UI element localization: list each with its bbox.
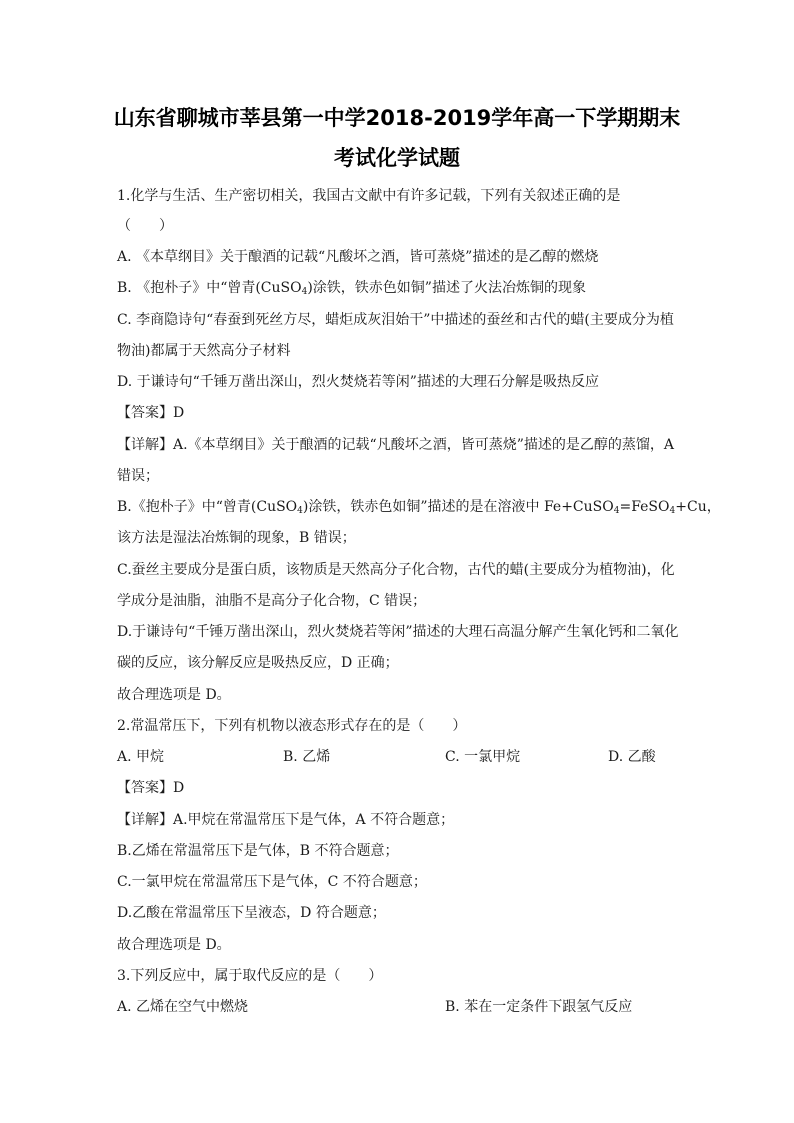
detail-text: +Cu， [675, 499, 721, 515]
q1-option-b-text-rest: )涂铁，铁赤色如铜”描述了火法冶炼铜的现象 [307, 280, 586, 296]
q2-option-d: D. 乙酸 [608, 749, 656, 765]
subscript: 4 [669, 506, 676, 516]
q1-answer: 【答案】D [117, 405, 185, 421]
q2-option-c: C. 一氯甲烷 [445, 749, 521, 765]
q1-stem: 1.化学与生活、生产密切相关，我国古文献中有许多记载，下列有关叙述正确的是 [117, 188, 621, 204]
q1-option-d: D. 于谦诗句“千锤万凿出深山，烈火焚烧若等闲”描述的大理石分解是吸热反应 [117, 374, 599, 390]
detail-text: )涂铁，铁赤色如铜”描述的是在溶液中 Fe+CuSO [302, 499, 614, 515]
q2-option-a: A. 甲烷 [117, 749, 165, 765]
q2-answer: 【答案】D [117, 780, 185, 796]
document-title-line-2: 考试化学试题 [334, 146, 460, 170]
q1-option-b [117, 279, 586, 297]
q1-option-b-text: B. 《抱朴子》中“曾青(CuSO [117, 280, 302, 296]
q1-paren: （ ） [117, 218, 173, 234]
q2-detail-a: 【详解】A.甲烷在常温常压下是气体，A 不符合题意； [117, 812, 455, 828]
subscript: 4 [297, 506, 303, 516]
q1-option-c-line-2: 物油)都属于天然高分子材料 [117, 343, 291, 359]
q1-detail-a-line-2: 错误； [117, 468, 159, 484]
document-title-line-1: 山东省聊城市莘县第一中学2018-2019学年高一下学期期末 [113, 106, 681, 130]
q2-detail-d: D.乙酸在常温常压下呈液态，D 符合题意； [117, 905, 386, 921]
q2-option-b: B. 乙烯 [283, 749, 331, 765]
q1-option-a: A. 《本草纲目》关于酿酒的记载“凡酸坏之酒，皆可蒸烧”描述的是乙醇的燃烧 [117, 249, 599, 265]
q3-option-a: A. 乙烯在空气中燃烧 [117, 999, 249, 1015]
q1-option-c-line-1: C. 李商隐诗句“春蚕到死丝方尽，蜡炬成灰泪始干”中描述的蚕丝和古代的蜡(主要成分为植 [117, 312, 674, 328]
q1-detail-b-line-1 [117, 498, 721, 516]
q2-detail-b: B.乙烯在常温常压下是气体，B 不符合题意； [117, 843, 399, 859]
q1-detail-c-line-1: C.蚕丝主要成分是蛋白质，该物质是天然高分子化合物，古代的蜡(主要成分为植物油)，化 [117, 562, 675, 578]
q1-detail-d-line-2: 碳的反应，该分解反应是吸热反应，D 正确； [117, 655, 399, 671]
q3-option-b: B. 苯在一定条件下跟氢气反应 [445, 999, 633, 1015]
q2-stem: 2.常温常压下，下列有机物以液态形式存在的是（ ） [117, 718, 467, 734]
q1-detail-c-line-2: 学成分是油脂，油脂不是高分子化合物，C 错误； [117, 593, 427, 609]
q2-detail-c: C.一氯甲烷在常温常压下是气体，C 不符合题意； [117, 874, 427, 890]
q1-conclusion: 故合理选项是 D。 [117, 687, 231, 703]
detail-text: =FeSO [619, 499, 670, 515]
q3-stem: 3.下列反应中，属于取代反应的是（ ） [117, 968, 383, 984]
q2-conclusion: 故合理选项是 D。 [117, 937, 231, 953]
q1-detail-a-line-1: 【详解】A.《本草纲目》关于酿酒的记载“凡酸坏之酒，皆可蒸烧”描述的是乙醇的蒸馏，A [117, 437, 674, 453]
q1-detail-d-line-1: D.于谦诗句“千锤万凿出深山，烈火焚烧若等闲”描述的大理石高温分解产生氧化钙和二氧化 [117, 624, 679, 640]
subscript: 4 [301, 287, 308, 297]
q1-detail-b-line-2: 该方法是湿法冶炼铜的现象，B 错误； [117, 530, 356, 546]
subscript: 4 [613, 506, 620, 516]
detail-text: B.《抱朴子》中“曾青(CuSO [117, 499, 298, 515]
